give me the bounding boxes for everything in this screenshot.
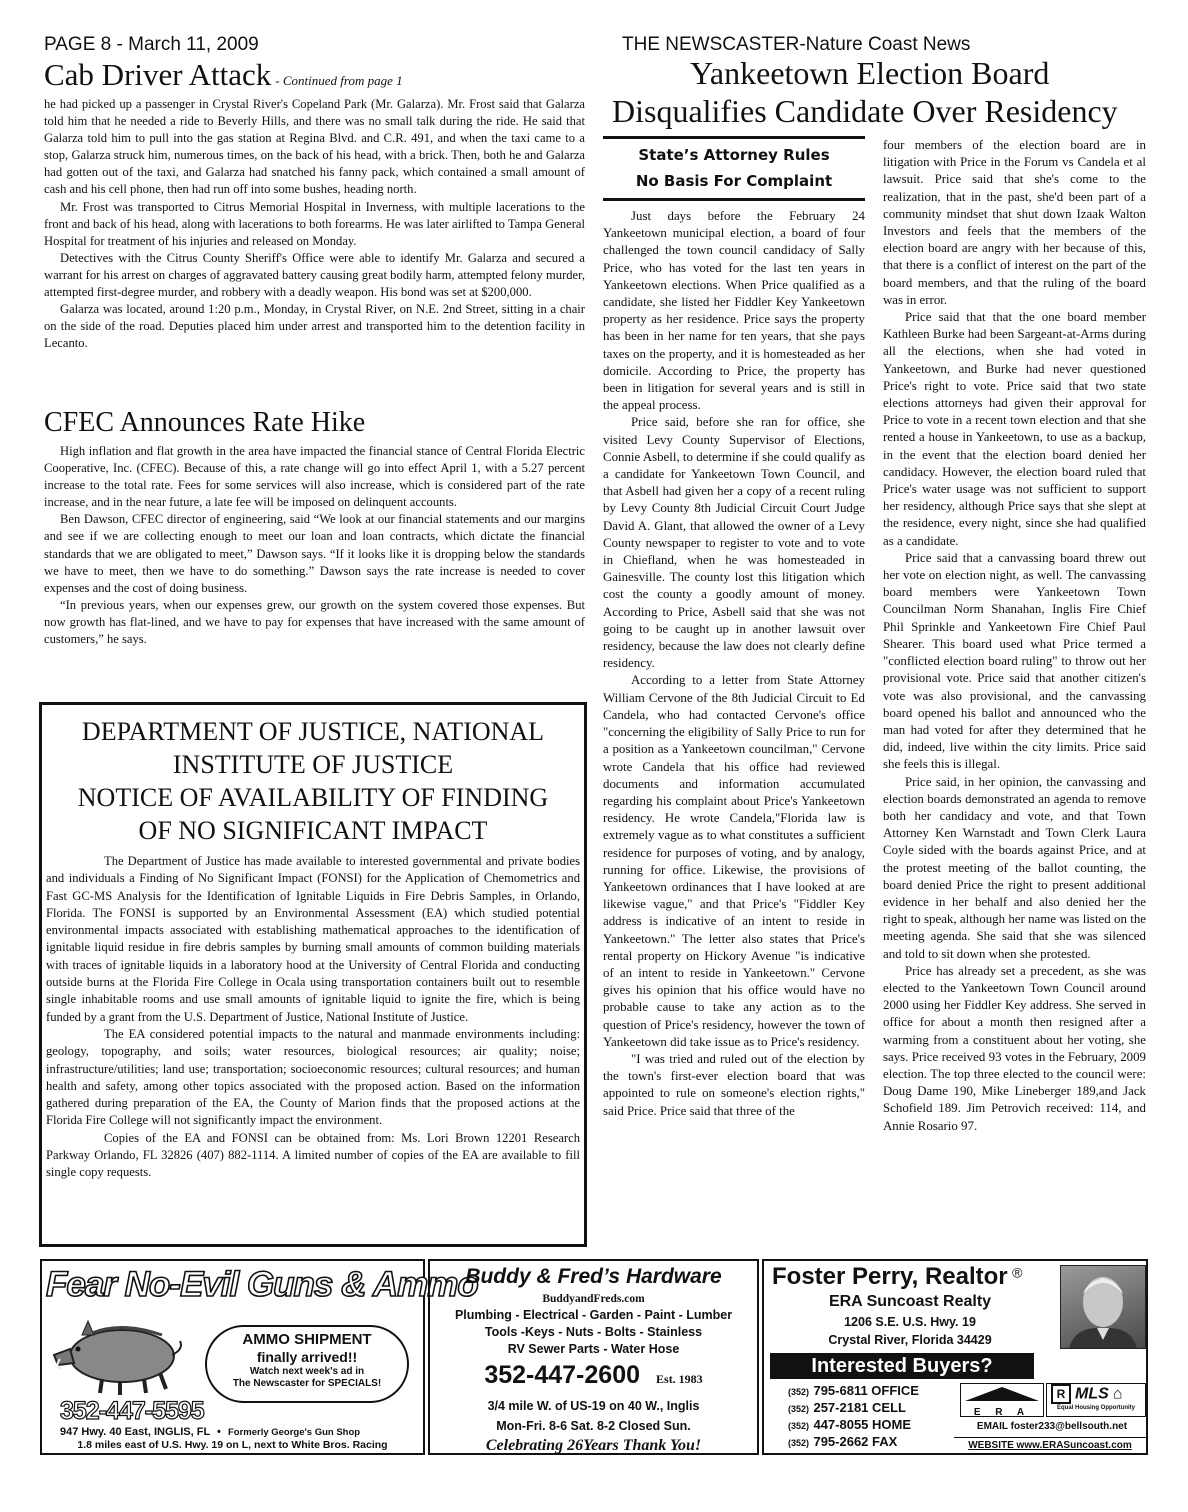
guns-ad-address: 947 Hwy. 40 East, INGLIS, FL [60,1426,210,1438]
divider [603,198,865,201]
paragraph: four members of the election board are in litigation with Price in the Forum vs Candela et al lawsuit. Price said that she's come to the realization, that in the past, she'd been part of a community mindset that shut down Izaak Walton Investors and feels that the members of the election board are angry with her because of this, that there is a conflict of interest on the part of the board members, and that the ruling of the board was in error. [883,138,1146,307]
guns-ad-directions: 1.8 miles east of U.S. Hwy. 19 on L, next to White Bros. Racing [77,1439,388,1451]
paragraph: Price said, before she ran for office, she visited Levy County Supervisor of Elections, Connie Asbell, to determine if she could qualify as a candidate for Yankeetown Town Council, and that Asbell had given her a copy of a recent ruling by Levy County 8th Judicial Circuit Court Judge David A. Glant, that allowed the owner of a Levy County newspaper to register to vote and to vote in Chiefland, when he was homesteaded in Gainesville. The county lost this litigation which cost the county a goodly amount of money. According to Price, Asbell said that she was not going to be caught up in another lawsuit over residency, because the law does not clearly define residency. [603,415,865,671]
realtor-company: ERA Suncoast Realty [828,1293,992,1310]
paragraph: Price said that a canvassing board threw out her vote on election night, as well. The canvassing board members were Yankeetown Town Councilman Norm Shanahan, Inglis Fire Chief Phil Sprinkle and Yankeetown Fire Chief Paul Shearer. This board used what Price termed a "conflicted election board ruling" to throw out her provisional vote. Price said that another citizen's vote was also provisional, and the canvassing board opened his ballot and announced who the man had voted for after they determined that he did, indeed, live within the city limits. Price said she feels this is illegal. [883,550,1146,772]
hardware-ad-title: Buddy & Fred’s Hardware [465,1265,722,1288]
guns-ad [40,1259,478,1455]
doj-title-line: NOTICE OF AVAILABILITY OF FINDING [77,783,549,812]
divider [603,136,865,139]
era-logo-text: E R A [973,1407,1031,1418]
realtor-phone [788,1400,919,1417]
realtor-name-row [772,1263,1022,1291]
cab-article-title: Cab Driver Attack [44,57,272,92]
realtor-email[interactable]: EMAIL foster233@bellsouth.net [976,1421,1128,1432]
paragraph: The Department of Justice has made available to interested governmental and private bodies and individuals a Finding of No Significant Impact (FONSI) for the Application of Chemometrics and Fast GC-MS Analysis for the Identification of Ignitable Liquids in Fire Debris Samples, in Orlando, Florida. The FONSI is supported by an Environmental Assessment (EA) which studied potential environmental impacts associated with establishing mathematical approaches to the identification of ignitable liquid residue in fire debris samples by burning small amounts of common building materials with traces of ignitable liquids in a laboratory hood at the University of Central Florida and conducting outside burns at the Florida Fire College in Ocala using transportation containers built out to resemble single inhabitable rooms and use small amounts of ignitable liquid to ignite the fire, which is being funded by a grant from the U.S. Department of Justice, National Institute of Justice. [46,854,580,1024]
doj-title-line: OF NO SIGNIFICANT IMPACT [138,816,488,845]
equal-housing-icon: ⌂ [1112,1385,1123,1403]
boar-icon [52,1311,202,1396]
paragraph: Detectives with the Citrus County Sheriff's Office were able to identify Mr. Galarza and secured a warrant for his arrest on charges of aggravated battery causing great bodily harm, attempted felony murder, attempted first-degree murder, and robbery with a deadly weapon. His bond was set at $200,000. [44,250,585,300]
subhead-line: No Basis For Complaint [635,172,833,190]
page-header-right: THE NEWSCASTER-Nature Coast News [622,34,971,55]
paragraph: High inflation and flat growth in the area have impacted the financial stance of Central Florida Electric Cooperative, Inc. (CFEC). Because of this, a rate change will go into effect April 1, with a 5.27 percent increase to the total rate. Fees for some services will also increase, which is considered part of the rate increase, and in the near future, a late fee will be imposed on delinquent accounts. [44,444,585,510]
cab-article-body [44,96,585,352]
phone-area: (352) [788,1421,810,1431]
realtor-website[interactable]: WEBSITE www.ERASuncoast.com [954,1437,1146,1451]
realtor-phone [788,1434,919,1451]
guns-ad-former: Formerly George's Gun Shop [227,1427,361,1438]
realtor-r-icon: R [1051,1384,1071,1404]
doj-notice-title [42,705,584,847]
doj-notice-body [42,847,584,1182]
election-subhead [603,142,865,194]
realtor-portrait-photo [1060,1265,1146,1349]
phone-number: 795-6811 OFFICE [813,1383,919,1398]
era-house-icon [961,1384,1043,1402]
paragraph: Price said that that the one board member Kathleen Burke had been Sargeant-at-Arms during all the elections, when she had voted in Yankeetown, and Burke had never questioned Price's right to vote. Price said that two state elections attorneys had given their approval for Price to vote in a recent town election and that she rented a house in Yankeetown, to use as a backup, in the event that the election board denied her candidacy. However, the election board ruled that Price's water usage was not sufficient to support her residency, although Price says that she slept at the residence, every night, since she had qualified as a candidate. [883,310,1146,548]
doj-notice-box [39,702,587,1247]
portrait-icon [1061,1266,1145,1348]
paragraph: Mr. Frost was transported to Citrus Memorial Hospital in Inverness, with multiple lacerations to the front and back of his head, along with lacerations to both forearms. He was later airlifted to Tampa General Hospital for treatment of his injuries and released on Monday. [44,199,585,248]
hardware-ad-line: RV Sewer Parts - Water Hose [507,1342,680,1356]
mls-logos [1046,1383,1146,1417]
phone-area: (352) [788,1387,810,1397]
continued-note: - Continued from page 1 [275,73,403,88]
hardware-ad [428,1259,759,1455]
realtor-banner: Interested Buyers? [770,1353,1034,1379]
paragraph: “In previous years, when our expenses grew, our growth on the system covered those expenses. But now growth has flat-lined, and we have to pay for expenses that have increased with the same amount of customers,” he says. [44,597,585,647]
page-header-left: PAGE 8 - March 11, 2009 [44,34,259,55]
hardware-ad-phone: 352-447-2600 [484,1361,641,1389]
guns-ad-address-line [60,1426,360,1438]
phone-area: (352) [788,1438,810,1448]
election-col-1 [603,208,865,1120]
bubble-line: The Newscaster for SPECIALS! [232,1378,382,1389]
cfec-article-title: CFEC Announces Rate Hike [44,407,366,438]
doj-title-line: INSTITUTE OF JUSTICE [172,750,454,779]
paragraph: Ben Dawson, CFEC director of engineering, said “We look at our financial statements and our margins and see if we are collecting enough to meet our loan and loan contracts, which dictate the financial standards that we are obligated to meet,” Dawson says. “If it looks like it is dropping below the standards we have to meet, then we have to do something.” Dawson says the rate increase is needed to cover expenses and the cost of doing business. [44,512,585,595]
election-title-line2: Disqualifies Candidate Over Residency [612,93,1118,129]
election-col-2 [883,137,1146,1135]
realtor-address: Crystal River, Florida 34429 [828,1333,992,1347]
paragraph: Copies of the EA and FONSI can be obtained from: Ms. Lori Brown 12201 Research Parkway Orlando, FL 32826 (407) 882-1114. A limited number of copies of the EA are available to fill single copy requests. [46,1130,580,1180]
guns-ad-title: Fear No-Evil Guns & Ammo [46,1265,478,1304]
hardware-ad-line: Plumbing - Electrical - Garden - Paint - Lumber [454,1308,733,1322]
paragraph: According to a letter from State Attorney William Cervone of the 8th Judicial Circuit to Ed Candela, who had contacted Cervone's office "concerning the eligibility of Sally Price to run for a position as a Yankeetown councilman," Cervone wrote Candela that his office had reviewed documents and information accumulated regarding his complaint about Price's Yankeetown residency. He wrote Candela,"Florida law is extremely vague as to what constitutes a sufficient residence for purposes of voting, and by analogy, running for office. Likewise, the provisions of Yankeetown ordinances that I have looked at are likewise vague," and that Price's "Fiddler Key address is indicative of an intent to reside in Yankeetown." The letter also states that Price's rental property on Hickory Avenue "is indicative of an intent to reside in Yankeetown." Cervone gives his opinion that his office would have no probable cause to take any action as to the question of Price's residency, however the town of Yankeetown did take issue as to Price's residency. [603,673,865,1049]
paragraph: Price has already set a precedent, as she was elected to the Yankeetown Town Council around 2000 using her Fiddler Key address. She served in office for about a month then resigned after a warming from a constituent about her voting, she says. Price received 93 votes in the February, 2009 election. The top three elected to the council were: Doug Dame 190, Mike Lineberger 189,and Jack Schofield 189. Jim Petrovich received: 114, and Annie Rosario 97. [883,963,1146,1133]
paragraph: Galarza was located, around 1:20 p.m., Monday, in Crystal River, on N.E. 2nd Street, sitting in a chair on the side of the road. Deputies placed him under arrest and transported him to the detention facility in Lecanto. [44,302,585,351]
paragraph: he had picked up a passenger in Crystal River's Copeland Park (Mr. Galarza). Mr. Frost said that Galarza told him that he needed a ride to Beverly Hills, and there was no small talk during the ride. He said that Galarza told him to pull into the gas station at Regina Blvd. and C.R. 491, and when the taxi came to a stop, Galarza struck him, numerous times, on the back of his head, with a brick. Then, both he and Galarza had gotten out of the taxi, and Galarza had snatched his fanny pack, which contained a small amount of cash and his cell phone, then had run off into some bushes, heading north. [44,97,585,197]
bubble-line: finally arrived!! [256,1349,358,1365]
separator-bullet: • [217,1426,221,1438]
paragraph: Price said, in her opinion, the canvassing and election boards demonstrated an agenda to remove both her candidacy and vote, and that Town Attorney Ken Warnstadt and Town Clerk Laura Coyle sided with the boards against Price, and at the protest meeting of the ballot counting, the board denied Price the right to present additional evidence in her behalf and also denied her the right to speak, although her name was listed on the meeting agenda. She said that she was silenced and told to sit down when she protested. [883,774,1146,961]
realtor-phone [788,1417,919,1434]
hardware-ad-website: BuddyandFreds.com [542,1293,645,1305]
phone-area: (352) [788,1404,810,1414]
paragraph: The EA considered potential impacts to the natural and manmade environments including: geology, topography, and soils; water resources, biological resources; air quality; noise; infrastructure/utilities; land use; transportation; socioeconomic resources; cultural resources; and human health and safety, among other topics associated with the proposed action. Based on the information gathered during preparation of the EA, the County of Marion finds that the proposed actions at the Florida Fire College will not significantly impact the environment. [46,1026,580,1128]
equal-housing-text: Equal Housing Opportunity [1057,1405,1135,1412]
paragraph: Just days before the February 24 Yankeetown municipal election, a board of four challenged the town council candidacy of Sally Price, who has voted for the last ten years in Yankeetown elections. When Price qualified as a candidate, she listed her Fiddler Key Yankeetown property as her residence. Price says the property has been in her name for ten years, that she pays taxes on the property, and it is homesteaded as her domicile. According to Price, the property has been in litigation for several years and is still in the appeal process. [603,209,865,413]
election-title-line1: Yankeetown Election Board [690,55,1050,91]
cab-article-heading [44,58,403,92]
realtor-phone-list [788,1383,919,1451]
realtor-address: 1206 S.E. U.S. Hwy. 19 [844,1315,976,1329]
realtor-ad [762,1259,1148,1455]
hardware-ad-hours: Mon-Fri. 8-6 Sat. 8-2 Closed Sun. [496,1419,691,1433]
era-logo [960,1383,1044,1417]
hardware-ad-line: Tools -Keys - Nuts - Bolts - Stainless [484,1325,703,1339]
cfec-article-body [44,443,585,648]
guns-ad-phone: 352-447-5595 [60,1397,204,1425]
realtor-name: Foster Perry, Realtor [772,1263,1008,1290]
registered-mark: ® [1012,1264,1023,1281]
hardware-ad-location: 3/4 mile W. of US-19 on 40 W., Inglis [487,1399,700,1413]
mls-logo: MLS [1075,1385,1109,1403]
doj-title-line: DEPARTMENT OF JUSTICE, NATIONAL [81,717,545,746]
guns-ad-bubble [205,1325,409,1403]
phone-number: 257-2181 CELL [813,1400,906,1415]
hardware-ad-phone-row [430,1358,757,1396]
realtor-phone [788,1383,919,1400]
bubble-line: Watch next week's ad in [249,1366,365,1377]
paragraph: "I was tried and ruled out of the election by the town's first-ever election board that was appointed to rule on someone's election rights," said Price. Price said that three of the [603,1051,865,1118]
subhead-line: State’s Attorney Rules [638,146,830,164]
bubble-line: AMMO SHIPMENT [242,1331,372,1348]
hardware-ad-est: Est. 1983 [656,1372,703,1386]
hardware-ad-tagline: Celebrating 26Years Thank You! [485,1437,702,1454]
phone-number: 795-2662 FAX [813,1434,898,1449]
phone-number: 447-8055 HOME [813,1417,912,1432]
